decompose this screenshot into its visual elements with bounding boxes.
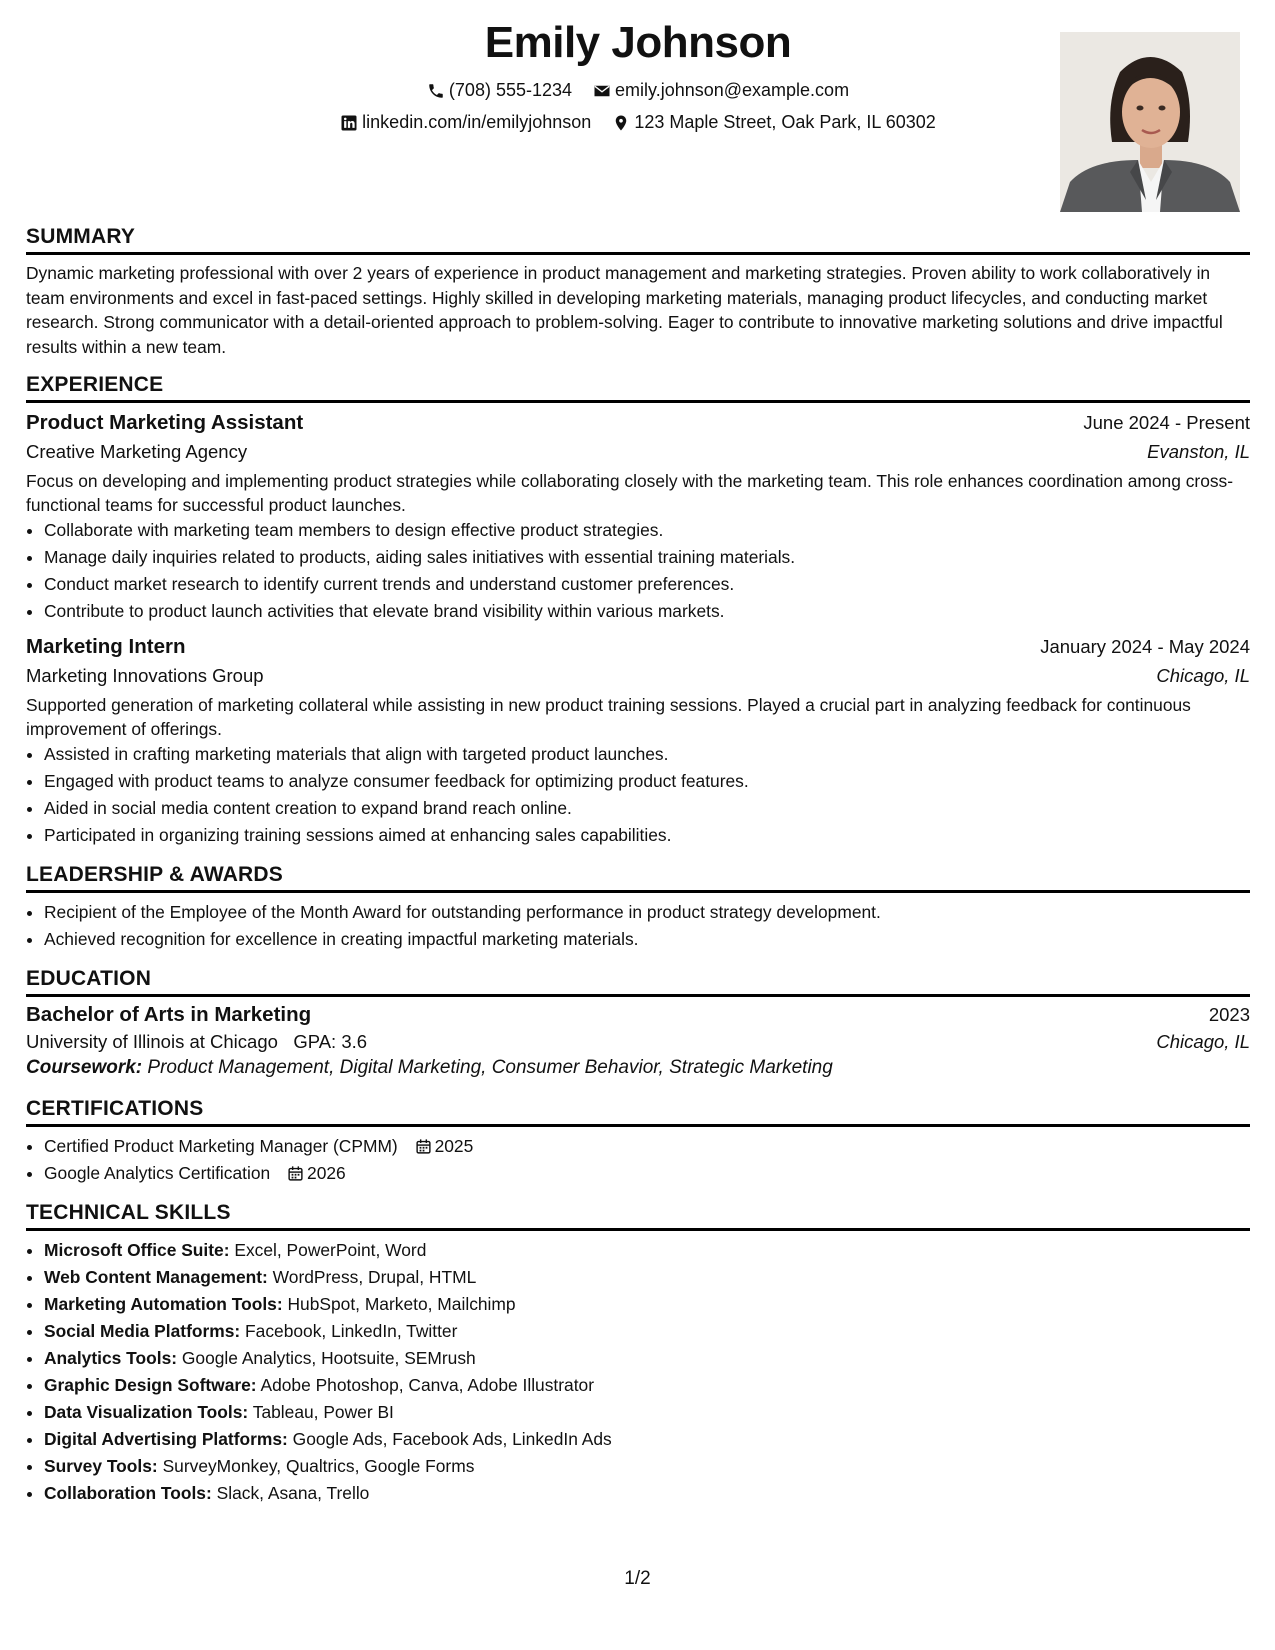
list-item [44,1480,1250,1507]
certification-name: Certified Product Marketing Manager (CPMM) [44,1136,398,1156]
linkedin-contact[interactable] [340,112,591,133]
list-item: • Collaborate with marketing team members to design effective product strategies. [44,517,1250,544]
skill-value: Excel, PowerPoint, Word [234,1240,427,1260]
skill-value: Adobe Photoshop, Canva, Adobe Illustrator [260,1375,595,1395]
skill-value: Google Analytics, Hootsuite, SEMrush [181,1348,476,1368]
job-entry [26,635,1250,849]
list-item [44,1372,1250,1399]
job-location: Evanston, IL [1147,441,1250,462]
resume-header [26,0,1250,215]
graduation-year: 2023 [1208,1004,1250,1025]
list-item [44,1237,1250,1264]
skills-heading: TECHNICAL SKILLS [26,1201,1250,1231]
job-title: Marketing Intern [26,635,186,658]
skill-value: HubSpot, Marketo, Mailchimp [287,1294,516,1314]
experience-section [26,373,1250,849]
list-item: • Contribute to product launch activities that elevate brand visibility within various markets. [44,598,1250,625]
degree-title: Bachelor of Arts in Marketing [26,1003,312,1026]
linkedin-icon [340,114,358,132]
job-company: Creative Marketing Agency [26,441,248,462]
certification-year: 2026 [307,1163,346,1183]
email-text: emily.johnson@example.com [615,80,850,100]
page-number: 1/2 [624,1568,651,1589]
skill-label: Web Content Management: [44,1267,268,1287]
coursework-line [26,1057,1250,1079]
summary-section [26,225,1250,359]
list-item [44,1399,1250,1426]
skill-label: Collaboration Tools: [44,1483,212,1503]
profile-photo [1060,32,1240,212]
certifications-heading: CERTIFICATIONS [26,1097,1250,1127]
skills-section [26,1201,1250,1507]
calendar-icon [415,1138,432,1155]
skill-label: Survey Tools: [44,1456,158,1476]
skill-label: Social Media Platforms: [44,1321,241,1341]
coursework-label: Coursework: [26,1057,143,1078]
job-company: Marketing Innovations Group [26,665,264,686]
list-item [44,1453,1250,1480]
job-bullets [26,517,1250,625]
job-dates: June 2024 - Present [1083,412,1250,433]
school-location: Chicago, IL [1156,1031,1250,1052]
candidate-name: Emily Johnson [484,18,792,67]
list-item: • Manage daily inquiries related to products, aiding sales initiatives with essential training materials. [44,544,1250,571]
certifications-section [26,1097,1250,1187]
calendar-icon [287,1165,304,1182]
list-item [44,1291,1250,1318]
list-item: • Assisted in crafting marketing materials that align with targeted product launches. [44,741,1250,768]
list-item: • Aided in social media content creation to expand brand reach online. [44,795,1250,822]
skill-value: Tableau, Power BI [252,1402,394,1422]
skill-value: Facebook, LinkedIn, Twitter [245,1321,458,1341]
skills-list [26,1237,1250,1507]
resume-page [26,0,1250,1650]
gpa-text: GPA: 3.6 [293,1031,368,1052]
leadership-list [26,899,1250,953]
phone-contact[interactable] [427,80,572,101]
list-item [44,1160,1250,1187]
leadership-heading: LEADERSHIP & AWARDS [26,863,1250,893]
address-contact [612,112,936,133]
linkedin-text: linkedin.com/in/emilyjohnson [362,112,592,132]
coursework-text: Product Management, Digital Marketing, Consumer Behavior, Strategic Marketing [147,1057,833,1078]
summary-text: Dynamic marketing professional with over 2 years of experience in product management and marketing strategies. Proven ability to work collaboratively in team environments and excel in fast-paced settings. Highly skilled in developing marketing materials, managing product lifecycles, and conducting market research. Strong communicator with a detail-oriented approach to problem-solving. Eager to contribute to innovative marketing solutions and drive impactful results within a new team. [26,263,1223,357]
address-text: 123 Maple Street, Oak Park, IL 60302 [634,112,936,132]
skill-value: SurveyMonkey, Qualtrics, Google Forms [162,1456,475,1476]
list-item: • Achieved recognition for excellence in creating impactful marketing materials. [44,926,1250,953]
skill-label: Graphic Design Software: [44,1375,257,1395]
phone-text: (708) 555-1234 [448,80,573,100]
list-item: • Conduct market research to identify current trends and understand customer preferences. [44,571,1250,598]
envelope-icon [593,82,611,100]
job-description: Supported generation of marketing collateral while assisting in new product training sessions. Played a crucial part in analyzing feedback for continuous improvement of offerings. [26,695,1191,739]
education-heading: EDUCATION [26,967,1250,997]
job-location: Chicago, IL [1156,665,1250,686]
job-description: Focus on developing and implementing product strategies while collaborating closely with the marketing team. This role enhances coordination among cross-functional teams for successful product launches. [26,471,1234,515]
skill-label: Analytics Tools: [44,1348,178,1368]
certifications-list [26,1133,1250,1187]
education-section [26,967,1250,1079]
job-dates: January 2024 - May 2024 [1040,636,1250,657]
skill-value: WordPress, Drupal, HTML [272,1267,477,1287]
skill-value: Slack, Asana, Trello [216,1483,370,1503]
leadership-section [26,863,1250,953]
job-entry [26,411,1250,625]
job-bullets [26,741,1250,849]
skill-value: Google Ads, Facebook Ads, LinkedIn Ads [292,1429,612,1449]
summary-heading: SUMMARY [26,225,1250,255]
list-item: • Participated in organizing training sessions aimed at enhancing sales capabilities. [44,822,1250,849]
skill-label: Digital Advertising Platforms: [44,1429,288,1449]
job-title: Product Marketing Assistant [26,411,304,434]
skill-label: Marketing Automation Tools: [44,1294,283,1314]
list-item [44,1426,1250,1453]
map-pin-icon [612,114,630,132]
list-item [44,1345,1250,1372]
list-item [44,1264,1250,1291]
school-name: University of Illinois at Chicago [26,1031,278,1052]
list-item [44,1133,1250,1160]
certification-name: Google Analytics Certification [44,1163,271,1183]
email-contact[interactable] [593,80,849,101]
list-item: • Recipient of the Employee of the Month Award for outstanding performance in product strategy development. [44,899,1250,926]
list-item [44,1318,1250,1345]
experience-heading: EXPERIENCE [26,373,1250,403]
skill-label: Data Visualization Tools: [44,1402,249,1422]
certification-year: 2025 [434,1136,474,1156]
list-item: • Engaged with product teams to analyze consumer feedback for optimizing product features. [44,768,1250,795]
phone-icon [427,82,445,100]
skill-label: Microsoft Office Suite: [44,1240,230,1260]
